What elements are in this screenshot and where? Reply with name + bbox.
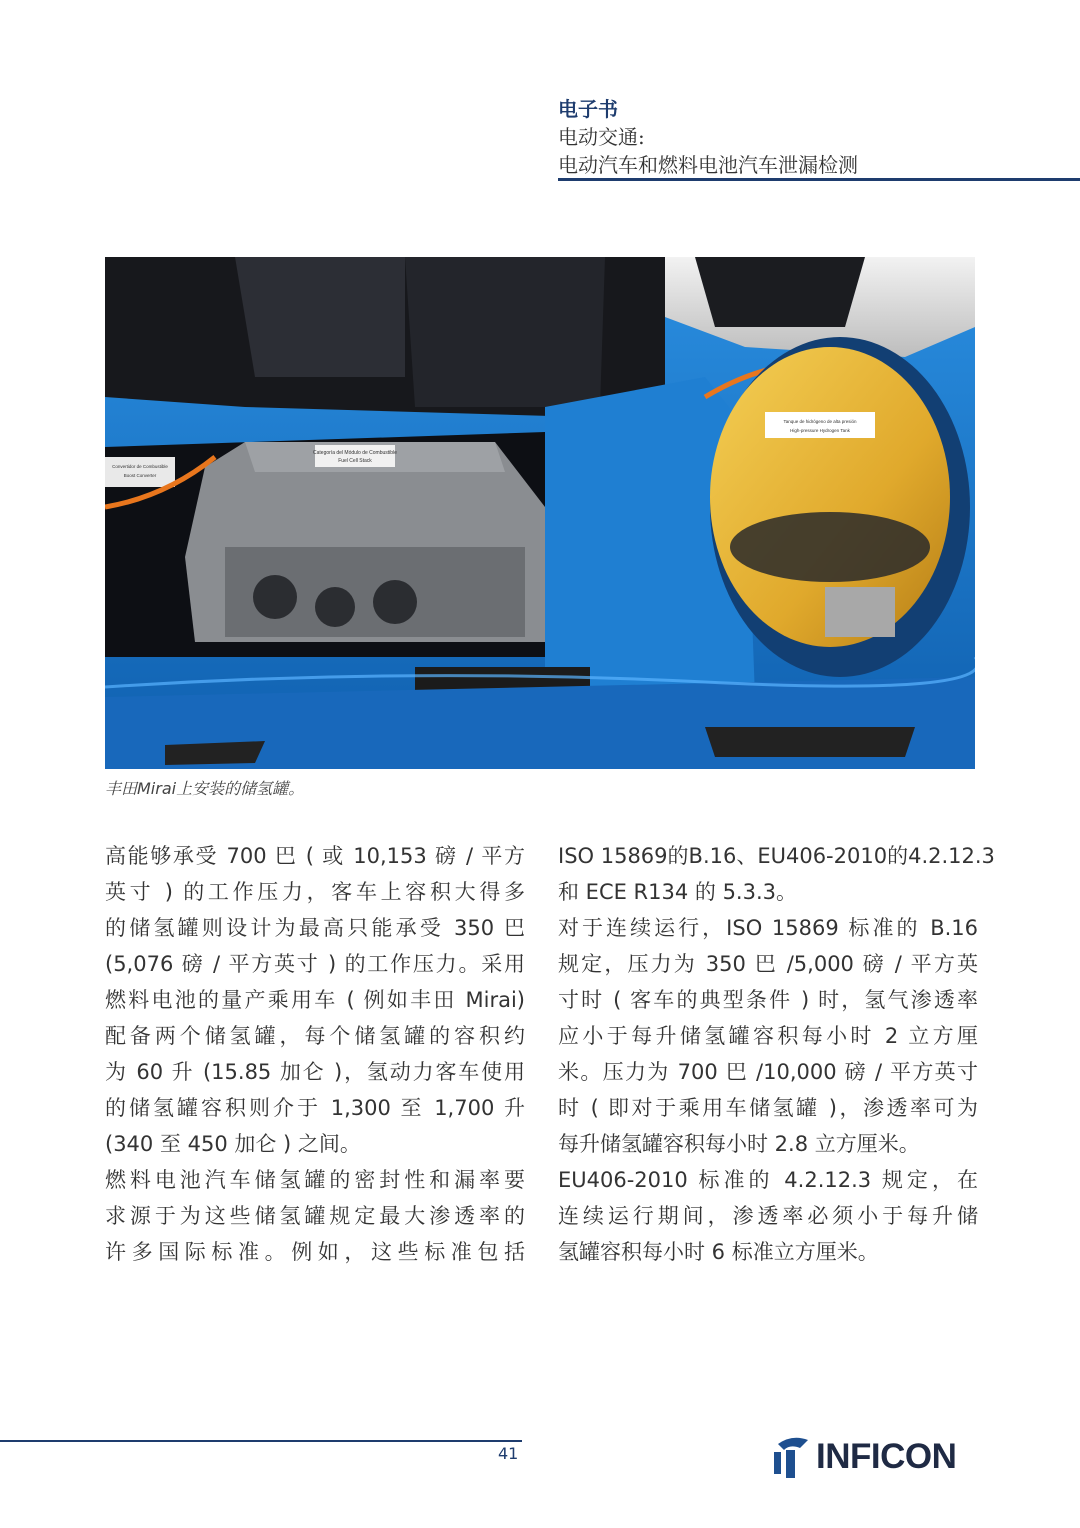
body-column-right	[558, 838, 995, 1270]
text-line: 米。压力为 700 巴 /10,000 磅 / 平方英寸	[558, 1060, 978, 1084]
converter-label-line-1: Convertidor de Combustible	[112, 464, 168, 469]
text-line: 许多国际标准。例如，这些标准包括	[105, 1240, 525, 1264]
header-divider	[558, 178, 1080, 181]
text-line: 燃料电池的量产乘用车 ( 例如丰田 Mirai)	[105, 988, 525, 1012]
text-line: 时 ( 即对于乘用车储氢罐 )，渗透率可为	[558, 1096, 978, 1120]
text-line: 应小于每升储氢罐容积每小时 2 立方厘	[558, 1024, 978, 1048]
ebook-label: 电子书	[558, 97, 618, 121]
text-line: (5,076 磅 / 平方英寸 ) 的工作压力。采用	[105, 952, 525, 976]
text-line: 连续运行期间，渗透率必须小于每升储	[558, 1204, 978, 1228]
stack-label-line-1: Categoría del Módulo de Combustible	[313, 450, 397, 456]
text-line: ISO 15869的B.16、EU406-2010的4.2.12.3	[558, 844, 995, 868]
text-line: 和 ECE R134 的 5.3.3。	[558, 880, 798, 904]
chassis-illustration	[105, 257, 975, 769]
text-line: 每升储氢罐容积每小时 2.8 立方厘米。	[558, 1132, 920, 1156]
text-line: 英寸 ) 的工作压力，客车上容积大得多	[105, 880, 525, 904]
brand-name: INFICON	[816, 1437, 957, 1476]
text-line: 高能够承受 700 巴 ( 或 10,153 磅 / 平方	[105, 844, 525, 868]
page-number: 41	[498, 1444, 519, 1463]
text-line: 寸时 ( 客车的典型条件 ) 时，氢气渗透率	[558, 988, 978, 1012]
text-line: 的储氢罐则设计为最高只能承受 350 巴	[105, 916, 525, 940]
body-column-left	[105, 838, 525, 1270]
fuel-cell-stack	[185, 442, 545, 642]
document-title-line-2: 电动汽车和燃料电池汽车泄漏检测	[558, 153, 858, 177]
text-line: (340 至 450 加仑 ) 之间。	[105, 1132, 361, 1156]
paragraph	[558, 838, 995, 910]
document-header	[558, 95, 1080, 179]
footer-divider	[0, 1440, 522, 1442]
text-line: 氢罐容积每小时 6 标准立方厘米。	[558, 1240, 879, 1264]
text-line: 为 60 升 (15.85 加仑 )，氢动力客车使用	[105, 1060, 525, 1084]
text-line: 求源于为这些储氢罐规定最大渗透率的	[105, 1204, 525, 1228]
text-line: 配备两个储氢罐，每个储氢罐的容积约	[105, 1024, 525, 1048]
stack-label-line-2: Fuel Cell Stack	[338, 458, 372, 464]
text-line: 燃料电池汽车储氢罐的密封性和漏率要	[105, 1168, 525, 1192]
vehicle-chassis-photo	[105, 257, 975, 769]
text-line: EU406-2010 标准的 4.2.12.3 规定，在	[558, 1168, 978, 1192]
paragraph	[105, 838, 525, 1162]
hydrogen-tank	[710, 337, 970, 677]
text-line: 对于连续运行，ISO 15869 标准的 B.16	[558, 916, 978, 940]
paragraph	[105, 1162, 525, 1270]
paragraph	[558, 1162, 978, 1270]
photo-caption: 丰田Mirai上安装的储氢罐。	[105, 779, 305, 798]
text-line: 规定，压力为 350 巴 /5,000 磅 / 平方英	[558, 952, 978, 976]
converter-label-line-2: Boost Converter	[123, 473, 157, 478]
document-title-line-1: 电动交通:	[558, 125, 645, 149]
tank-label-line-1: Tanque de hidrógeno de alta presión	[783, 419, 857, 424]
inficon-logo-mark-icon	[770, 1434, 814, 1480]
paragraph	[558, 910, 978, 1162]
inficon-logo	[770, 1434, 956, 1480]
text-line: 的储氢罐容积则介于 1,300 至 1,700 升	[105, 1096, 525, 1120]
tank-label-line-2: High-pressure Hydrogen Tank	[790, 428, 850, 433]
